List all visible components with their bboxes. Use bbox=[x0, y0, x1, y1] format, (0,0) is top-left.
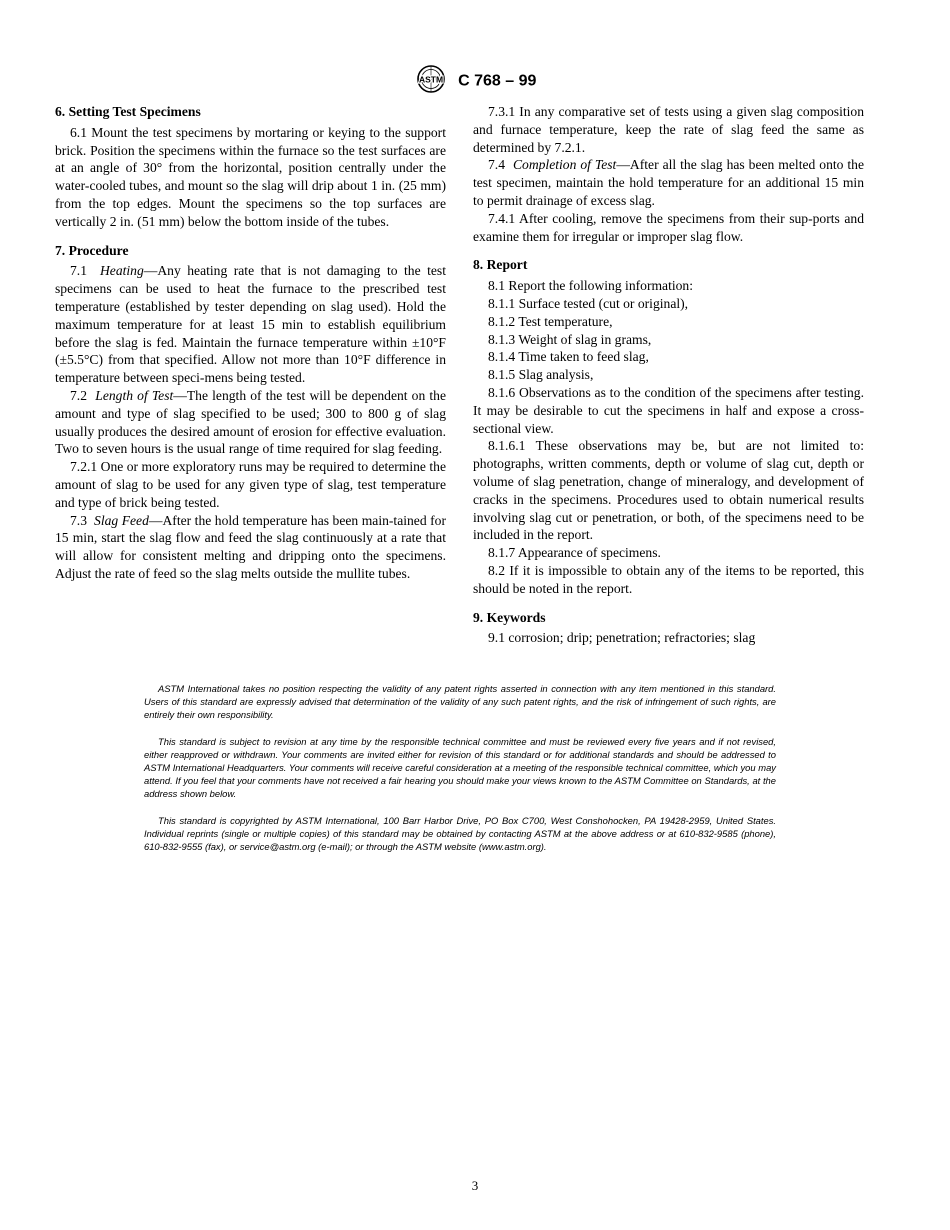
para-8-2: 8.2 If it is impossible to obtain any of the items to be reported, this should be noted in the report. bbox=[473, 562, 864, 596]
para-7-3: 7.3 Slag Feed—After the hold temperature has been main-tained for 15 min, start the slag flow and feed the slag continuously at a rate that will allow for consistent melting and dripping onto the specimens. Adjust the rate of feed so the slag melts outside the mullite tubes. bbox=[55, 512, 447, 581]
section-9-heading: 9. Keywords bbox=[473, 609, 546, 625]
para-8-1-6: 8.1.6 Observations as to the condition of the specimens after testing. It may be desirable to cut the specimens in half and expose a cross-sectional view. bbox=[473, 384, 864, 436]
para-7-4: 7.4 Completion of Test—After all the slag has been melted onto the test specimen, maintain the hold temperature for an additional 15 min to permit drainage of excess slag. bbox=[473, 157, 865, 208]
para-7-1: 7.1 Heating—Any heating rate that is not damaging to the test specimens can be used to heat the furnace to the prescribed test temperature (established by tester depending on slag used). Hold the maximum temperature for at least 15 min to establish equilibrium before the slag is fed. Maintain the furnace temperature within ±10°F (±5.5°C) from that specified. Allow not more than 10°F difference in temperature between speci-mens being tested. bbox=[55, 263, 446, 386]
para-7-2: 7.2 Length of Test—The length of the test will be dependent on the amount and type of slag specified to be used; 300 to 800 g of slag usually produces the desired amount of erosion for effective evaluation. Two to seven hours is the usual range of time required for slag feeding. bbox=[55, 387, 447, 457]
left-column bbox=[55, 103, 446, 583]
para-8-1: 8.1 Report the following information: bbox=[488, 278, 694, 294]
legal-notices bbox=[144, 682, 776, 866]
revision-notice: This standard is subject to revision at any time by the responsible technical committee and must be reviewed every five years and if not revised, either reapproved or withdrawn. Your comments are invited either for revision of this standard or for additional standards and should be addressed to ASTM International Headquarters. Your comments will receive careful consideration at a meeting of the responsible technical committee, which you may attend. If you feel that your comments have not received a fair hearing you should make your views known to the ASTM Committee on Standards, at the address shown below. bbox=[144, 735, 776, 800]
standard-designation: C 768 – 99 bbox=[458, 72, 537, 90]
page-header bbox=[0, 64, 950, 99]
para-8-1-4: 8.1.4 Time taken to feed slag, bbox=[488, 349, 649, 365]
para-8-1-6-1: 8.1.6.1 These observations may be, but are not limited to: photographs, written comments, depth or volume of slag cut, depth or volume of slag penetration, change of mineralogy, and development of cracks in the specimens. Procedures used to obtain numerical results involving slag cut or penetration, or both, of the specimens need to be included in the report. bbox=[473, 438, 864, 543]
para-9-1: 9.1 corrosion; drip; penetration; refractories; slag bbox=[488, 630, 756, 646]
copyright-notice: This standard is copyrighted by ASTM International, 100 Barr Harbor Drive, PO Box C700, West Conshohocken, PA 19428-2959, United States. Individual reprints (single or multiple copies) of this standard may be obtained by contacting ASTM at the above address or at 610-832-9585 (phone), 610-832-9555 (fax), or service@astm.org (e-mail); or through the ASTM website (www.astm.org). bbox=[144, 814, 776, 853]
para-7-2-1: 7.2.1 One or more exploratory runs may be required to determine the amount of slag to be used for any given type of slag, test temperature and type of brick being tested. bbox=[55, 459, 446, 510]
para-7-4-1: 7.4.1 After cooling, remove the specimens from their sup-ports and examine them for irregular or improper slag flow. bbox=[473, 210, 864, 244]
para-8-1-2: 8.1.2 Test temperature, bbox=[488, 313, 613, 329]
para-8-1-7: 8.1.7 Appearance of specimens. bbox=[488, 545, 661, 561]
section-7-heading: 7. Procedure bbox=[55, 242, 129, 258]
para-8-1-5: 8.1.5 Slag analysis, bbox=[488, 367, 594, 383]
page-number: 3 bbox=[471, 1178, 479, 1193]
patent-notice: ASTM International takes no position respecting the validity of any patent rights asserted in connection with any item mentioned in this standard. Users of this standard are expressly advised that determination of the validity of any such patent rights, and the risk of infringement of such rights, are entirely their own responsibility. bbox=[144, 683, 776, 721]
para-7-3-1: 7.3.1 In any comparative set of tests using a given slag composition and furnace temperature, keep the rate of slag feed the same as determined by 7.2.1. bbox=[473, 104, 864, 155]
svg-text:ASTM: ASTM bbox=[418, 74, 443, 85]
section-8-heading: 8. Report bbox=[473, 257, 528, 273]
para-6-1: 6.1 Mount the test specimens by mortaring or keying to the support brick. Position the specimens within the furnace so the test surfaces are at an angle of 30° from the horizontal, position centrally under the water-cooled tubes, and mount so the slag will drip about 1 in. (25 mm) from the top edges. Mount the specimens so the top surfaces are vertically 2 in. (51 mm) below the bottom inside of the tubes. bbox=[55, 124, 446, 229]
section-6-heading: 6. Setting Test Specimens bbox=[55, 104, 201, 119]
astm-logo-icon bbox=[414, 64, 448, 99]
para-8-1-3: 8.1.3 Weight of slag in grams, bbox=[488, 331, 652, 347]
right-column bbox=[473, 103, 864, 647]
para-8-1-1: 8.1.1 Surface tested (cut or original), bbox=[488, 295, 689, 311]
